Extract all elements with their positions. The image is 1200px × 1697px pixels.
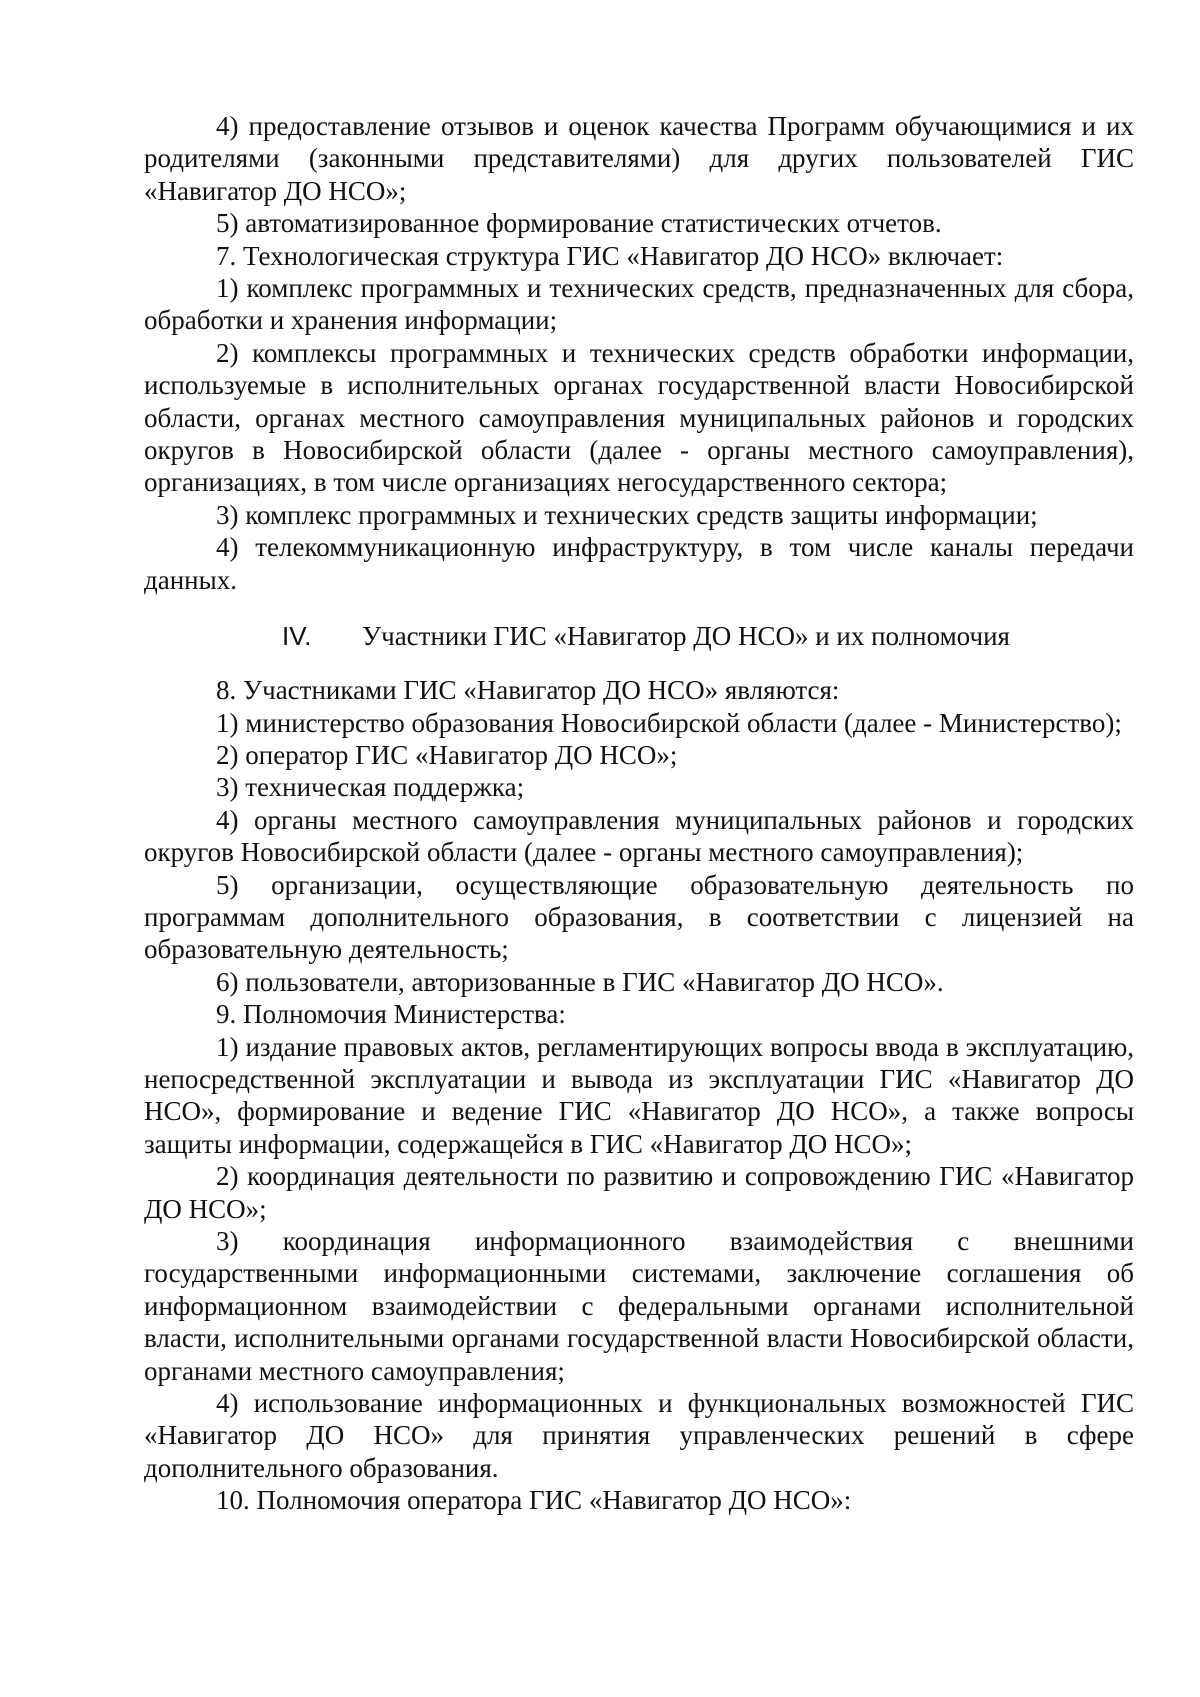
paragraph: 3) комплекс программных и технических средств защиты информации; bbox=[216, 499, 1038, 530]
paragraph: 3) координация информационного взаимодействия с внешними государственными информационными системами, заключение соглашения об информационном взаимодействии с федеральными органами исполнительной власти, исполнительными органами государственной власти Новосибирской области, органами местного самоуправления; bbox=[144, 1226, 1134, 1386]
paragraph: 4) телекоммуникационную инфраструктуру, в том числе каналы передачи данных. bbox=[144, 532, 1134, 595]
paragraph: 1) комплекс программных и технических средств, предназначенных для сбора, обработки и хранения информации; bbox=[144, 273, 1134, 336]
paragraph: 4) использование информационных и функциональных возможностей ГИС «Навигатор ДО НСО» для принятия управленческих решений в сфере дополнительного образования. bbox=[144, 1388, 1134, 1483]
paragraph: 9. Полномочия Министерства: bbox=[216, 999, 566, 1030]
paragraph: 10. Полномочия оператора ГИС «Навигатор ДО НСО»: bbox=[216, 1485, 852, 1516]
paragraph: 3) техническая поддержка; bbox=[216, 772, 525, 803]
paragraph: 7. Технологическая структура ГИС «Навигатор ДО НСО» включает: bbox=[216, 240, 1004, 271]
section-number: IV. bbox=[282, 621, 312, 652]
paragraph: 2) оператор ГИС «Навигатор ДО НСО»; bbox=[216, 739, 678, 770]
paragraph: 5) автоматизированное формирование статистических отчетов. bbox=[216, 208, 942, 239]
paragraph: 1) министерство образования Новосибирской области (далее - Министерство); bbox=[216, 707, 1122, 738]
section-title: Участники ГИС «Навигатор ДО НСО» и их полномочия bbox=[362, 621, 1010, 652]
paragraph: 5) организации, осуществляющие образовательную деятельность по программам дополнительного образования, в соответствии с лицензией на образовательную деятельность; bbox=[144, 869, 1134, 965]
paragraph: 2) координация деятельности по развитию и сопровождению ГИС «Навигатор ДО НСО»; bbox=[144, 1161, 1134, 1224]
document-page bbox=[144, 110, 1134, 1517]
paragraph: 4) органы местного самоуправления муниципальных районов и городских округов Новосибирской области (далее - органы местного самоуправления); bbox=[144, 804, 1134, 868]
paragraph: 1) издание правовых актов, регламентирующих вопросы ввода в эксплуатацию, непосредственной эксплуатации и вывода из эксплуатации ГИС «Навигатор ДО НСО», формирование и ведение ГИС «Навигатор ДО НСО», а также вопросы защиты информации, содержащейся в ГИС «Навигатор ДО НСО»; bbox=[144, 1031, 1134, 1159]
section-heading bbox=[144, 620, 1134, 652]
paragraph: 4) предоставление отзывов и оценок качества Программ обучающимися и их родителями (законными представителями) для других пользователей ГИС «Навигатор ДО НСО»; bbox=[144, 111, 1134, 206]
paragraph: 6) пользователи, авторизованные в ГИС «Навигатор ДО НСО». bbox=[216, 966, 944, 997]
paragraph: 8. Участниками ГИС «Навигатор ДО НСО» являются: bbox=[216, 675, 840, 706]
paragraph: 2) комплексы программных и технических средств обработки информации, используемые в исполнительных органах государственной власти Новосибирской области, органах местного самоуправления муниципальных районов и городских округов в Новосибирской области (далее - органы местного самоуправления), организациях, в том числе организациях негосударственного сектора; bbox=[144, 337, 1134, 498]
